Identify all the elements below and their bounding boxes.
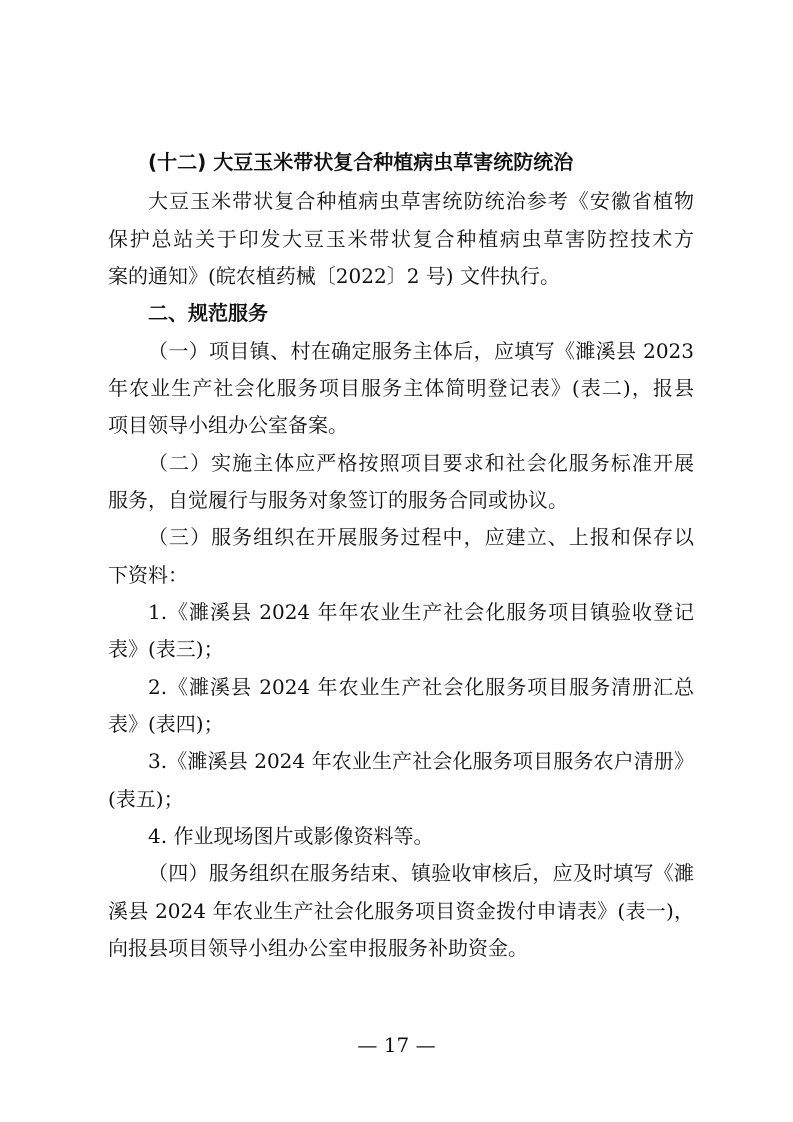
section-2-heading: 二、规范服务 (148, 301, 268, 325)
list-item-2-line-1: 2.《濉溪县 2024 年农业生产社会化服务项目服务清册汇总 (148, 675, 694, 699)
s2-p1-line-2: 年农业生产社会化服务项目服务主体简明登记表》(表二)，报县 (108, 376, 694, 400)
s12-body-line-1: 大豆玉米带状复合种植病虫草害统防统治参考《安徽省植物 (148, 189, 694, 213)
list-item-1-line-1: 1.《濉溪县 2024 年年农业生产社会化服务项目镇验收登记 (148, 600, 694, 624)
list-item-2-line-2: 表》(表四)； (108, 712, 224, 736)
s2-p2-line-2: 服务，自觉履行与服务对象签订的服务合同或协议。 (108, 488, 568, 512)
s2-p3-line-1: （三）服务组织在开展服务过程中，应建立、上报和保存以 (148, 525, 694, 549)
s2-p1-line-1: （一）项目镇、村在确定服务主体后，应填写《濉溪县 2023 (148, 339, 694, 363)
s2-p3-line-2: 下资料： (108, 563, 188, 587)
s2-p4-line-3: 向报县项目领导小组办公室申报服务补助资金。 (108, 936, 528, 960)
list-item-3-line-1: 3.《濉溪县 2024 年农业生产社会化服务项目服务农户清册》 (148, 749, 694, 773)
list-item-1-line-2: 表》(表三)； (108, 637, 224, 661)
s2-p4-line-1: （四）服务组织在服务结束、镇验收审核后，应及时填写《濉 (148, 861, 694, 885)
s2-p1-line-3: 项目领导小组办公室备案。 (108, 413, 348, 437)
s12-heading: (十二) 大豆玉米带状复合种植病虫草害统防统治 (148, 150, 574, 174)
s2-p2-line-1: （二）实施主体应严格按照项目要求和社会化服务标准开展 (148, 451, 694, 475)
list-item-4: 4. 作业现场图片或影像资料等。 (148, 824, 434, 848)
list-item-3-line-2: (表五)； (108, 787, 184, 811)
s12-body-line-2: 保护总站关于印发大豆玉米带状复合种植病虫草害防控技术方 (108, 227, 694, 251)
s2-p4-line-2: 溪县 2024 年农业生产社会化服务项目资金拨付申请表》(表一)， (108, 899, 694, 923)
s12-body-line-3: 案的通知》(皖农植药械〔2022〕2 号) 文件执行。 (108, 264, 560, 288)
page-number: — 17 — (357, 1033, 436, 1057)
